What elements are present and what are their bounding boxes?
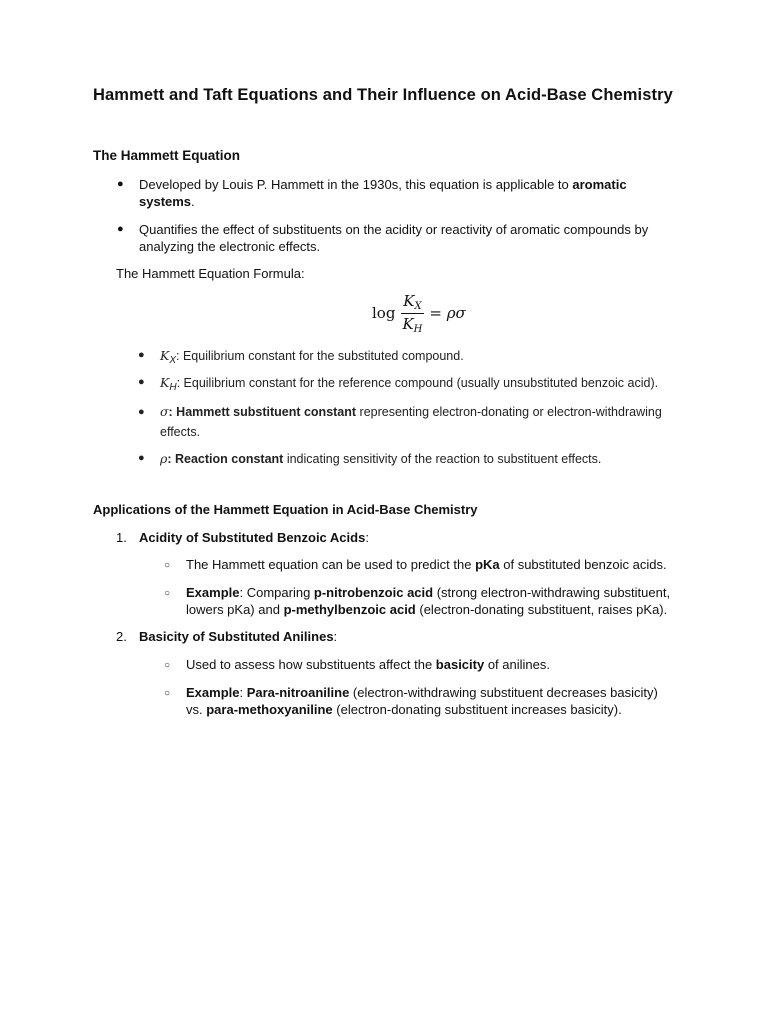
sub-bullet-item: ○ Example: Para-nitroaniline (electron-withdrawing substituent decreases basicity) vs. para-methoxyaniline (electron-donating substituent increases basicity). bbox=[164, 685, 658, 717]
circle-bullet-marker: ○ bbox=[164, 660, 171, 671]
section-heading-hammett: The Hammett Equation bbox=[93, 148, 241, 163]
hammett-formula: log $\frac{K_X}{K_H}$ = ρσ bbox=[372, 291, 466, 335]
bullet-item: ● Developed by Louis P. Hammett in the 1930s, this equation is applicable to aromatic systems. bbox=[117, 177, 627, 209]
circle-bullet-marker: ○ bbox=[164, 688, 171, 699]
bullet-marker: ● bbox=[138, 406, 145, 418]
document-title: Hammett and Taft Equations and Their Influence on Acid-Base Chemistry bbox=[93, 86, 673, 104]
bullet-marker: ● bbox=[138, 452, 145, 464]
numbered-item: 1. Acidity of Substituted Benzoic Acids: bbox=[116, 530, 369, 545]
sub-bullet-item: ○ The Hammett equation can be used to predict the pKa of substituted benzoic acids. bbox=[164, 557, 667, 572]
bullet-marker: ● bbox=[138, 349, 145, 361]
circle-bullet-marker: ○ bbox=[164, 560, 171, 571]
formula-label: The Hammett Equation Formula: bbox=[116, 266, 305, 281]
formula-fraction: $\frac{K_X}{K_H}$ bbox=[402, 291, 423, 335]
variable-definition: ● ρ: Reaction constant indicating sensitivity of the reaction to substituent effects. bbox=[138, 451, 602, 466]
numbered-item: 2. Basicity of Substituted Anilines: bbox=[116, 629, 338, 644]
bullet-marker: ● bbox=[138, 376, 145, 388]
bullet-marker: ● bbox=[117, 178, 124, 190]
circle-bullet-marker: ○ bbox=[164, 588, 171, 599]
variable-definition: ● $K_X$: Equilibrium constant for the substituted compound. bbox=[138, 348, 464, 366]
sub-bullet-item: ○ Used to assess how substituents affect the basicity of anilines. bbox=[164, 657, 550, 672]
sub-bullet-item: ○ Example: Comparing p-nitrobenzoic acid (strong electron-withdrawing substituent, lowers pKa) and p-methylbenzoic acid (electron-donating substituent, raises pKa). bbox=[164, 585, 671, 617]
bullet-item: ● Quantifies the effect of substituents on the acidity or reactivity of aromatic compounds by analyzing the electronic effects. bbox=[117, 222, 649, 254]
section-heading-applications: Applications of the Hammett Equation in Acid-Base Chemistry bbox=[93, 502, 478, 517]
bullet-marker: ● bbox=[117, 223, 124, 235]
variable-definition: ● $K_H$: Equilibrium constant for the reference compound (usually unsubstituted benzoic acid). bbox=[138, 375, 659, 393]
variable-definition: ● σ: Hammett substituent constant representing electron-donating or electron-withdrawing effects. bbox=[138, 404, 662, 439]
